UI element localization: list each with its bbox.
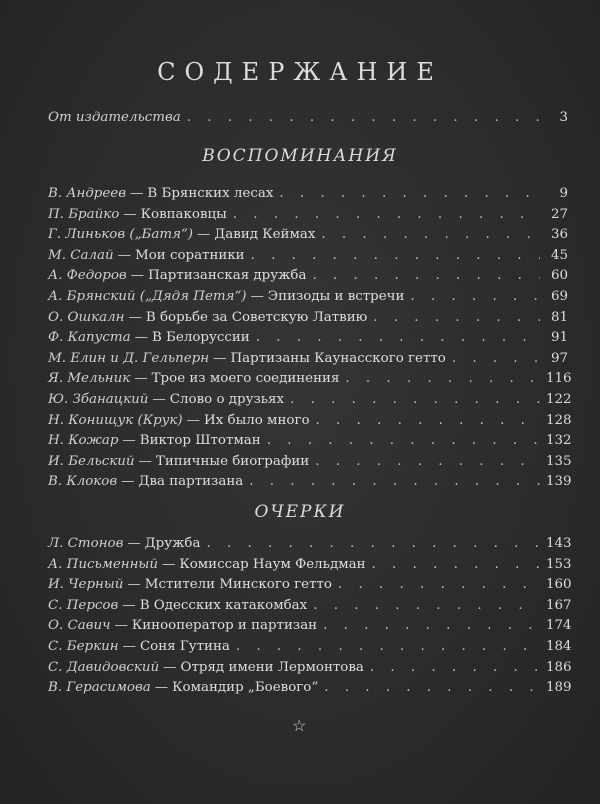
toc-entry	[48, 680, 572, 700]
dot-leader	[373, 310, 540, 325]
toc-entry	[48, 618, 572, 638]
dot-leader	[345, 371, 540, 386]
entry-dash: —	[161, 556, 176, 572]
entry-page: 69	[550, 289, 568, 304]
entry-dash: —	[122, 433, 136, 449]
entry-page: 132	[546, 433, 572, 449]
dot-leader	[187, 110, 540, 125]
dot-leader	[452, 351, 540, 366]
toc-entry	[48, 310, 568, 330]
entry-title: В Одесских катакомбах	[139, 597, 308, 613]
entry-author: В. Клоков	[48, 474, 118, 490]
entry-title: Комиссар Наум Фельдман	[179, 556, 366, 572]
entry-dash: —	[117, 247, 131, 263]
entry-title: Ковпаковцы	[140, 206, 227, 222]
entry-page: 174	[546, 618, 572, 634]
entry-page: 143	[546, 536, 572, 551]
entry-dash: —	[138, 453, 152, 469]
entry-dash: —	[114, 618, 128, 634]
entry-title: В Белоруссии	[151, 330, 250, 346]
toc-entry	[48, 577, 572, 597]
entry-author: Н. Конищук (Крук)	[48, 412, 183, 428]
entry-page: 122	[546, 392, 572, 407]
entry-author: Н. Кожар	[48, 433, 119, 449]
entry-title: Отряд имени Лермонтова	[180, 659, 364, 675]
entry-dash: —	[121, 474, 135, 490]
entry-title: Мстители Минского гетто	[144, 577, 332, 593]
entry-page: 81	[550, 309, 568, 325]
entry-author: А. Письменный	[48, 556, 158, 572]
entry-author: А. Федоров	[48, 268, 127, 284]
entry-page: 184	[546, 639, 572, 654]
entry-title: Давид Кеймах	[214, 227, 316, 243]
entry-author: Л. Стонов	[48, 536, 124, 551]
dot-leader	[206, 536, 540, 551]
dot-leader	[290, 392, 540, 407]
dot-leader	[233, 207, 540, 222]
entry-title: Эпизоды и встречи	[267, 289, 405, 304]
entry-title: Их было много	[204, 412, 310, 428]
entry-page: 60	[550, 268, 568, 284]
toc-entry	[48, 248, 568, 268]
entry-dash: —	[127, 536, 141, 551]
section-heading-memoirs: ВОСПОМИНАНИЯ	[202, 146, 398, 166]
entry-page: 45	[550, 247, 568, 263]
toc-entry	[48, 659, 572, 680]
toc-entry	[48, 597, 572, 618]
entry-dash: —	[250, 289, 264, 304]
toc-entry	[48, 536, 572, 556]
entry-title: Слово о друзьях	[169, 392, 285, 407]
dot-leader	[321, 227, 540, 242]
dot-leader	[372, 557, 540, 572]
dot-leader	[251, 248, 540, 263]
entry-title: От издательства	[48, 110, 181, 125]
entry-page: 9	[559, 186, 568, 201]
toc-entry	[48, 268, 568, 288]
entry-author: Я. Мельник	[48, 371, 131, 387]
dot-leader	[323, 618, 540, 633]
entry-author: С. Давидовский	[48, 659, 160, 675]
entry-author: О. Савич	[48, 618, 111, 634]
entry-title: Дружба	[144, 536, 201, 551]
entry-title: Кинооператор и партизан	[131, 618, 318, 634]
entry-author: В. Герасимова	[48, 680, 151, 696]
star-ornament-icon: ☆	[292, 716, 307, 735]
entry-title: Командир „Боевого“	[172, 680, 319, 696]
entry-author: С. Беркин	[48, 639, 119, 654]
entry-author: Ф. Капуста	[48, 330, 131, 346]
entry-title: Типичные биографии	[155, 453, 310, 469]
toc-entry	[48, 453, 572, 474]
entry-title: Партизанская дружба	[148, 268, 307, 284]
dot-leader	[370, 660, 540, 675]
dot-leader	[312, 268, 540, 283]
toc-entry	[48, 227, 568, 247]
entry-title: В Брянских лесах	[147, 186, 274, 201]
entry-author: О. Ошкалн	[48, 309, 125, 325]
entry-dash: —	[213, 350, 227, 366]
entry-title: Соня Гутина	[139, 639, 230, 654]
entry-title: Мои соратники	[134, 247, 245, 263]
entry-page: 91	[550, 330, 568, 346]
toc-entry	[48, 371, 572, 391]
section-heading-essays: ОЧЕРКИ	[254, 502, 346, 522]
dot-leader	[324, 680, 540, 695]
entry-author: И. Бельский	[48, 453, 135, 469]
toc-entry	[48, 392, 572, 412]
dot-leader	[315, 454, 540, 469]
entry-page: 186	[546, 659, 572, 675]
entry-title: В борьбе за Советскую Латвию	[145, 309, 368, 325]
entry-dash: —	[122, 597, 136, 613]
entry-title: Виктор Штотман	[139, 433, 261, 449]
entry-author: М. Салай	[48, 247, 114, 263]
toc-entry	[48, 412, 572, 433]
entry-dash: —	[130, 186, 144, 201]
dot-leader	[249, 474, 540, 489]
entry-dash: —	[123, 206, 137, 222]
entry-author: В. Андреев	[48, 186, 127, 201]
entry-page: 167	[546, 597, 572, 613]
entry-author: Г. Линьков („Батя“)	[48, 227, 194, 243]
entry-dash: —	[134, 330, 148, 346]
entry-dash: —	[186, 412, 201, 428]
entry-title: Два партизана	[138, 474, 244, 490]
dot-leader	[410, 289, 540, 304]
entry-page: 135	[546, 453, 572, 469]
entry-author: С. Персов	[48, 597, 119, 613]
entry-dash: —	[152, 392, 166, 407]
entry-dash: —	[163, 659, 177, 675]
dot-leader	[338, 577, 540, 592]
entry-page: 139	[546, 474, 572, 490]
entry-dash: —	[134, 371, 148, 387]
toc-entry	[48, 351, 568, 371]
toc-entry-intro	[48, 110, 568, 130]
entry-dash: —	[154, 680, 169, 696]
toc-entry	[48, 289, 568, 309]
entry-page: 153	[546, 556, 572, 572]
entry-page: 116	[546, 371, 572, 387]
dot-leader	[236, 639, 540, 654]
entry-page: 97	[550, 350, 568, 366]
dot-leader	[256, 330, 540, 345]
entry-page: 3	[559, 110, 568, 125]
dot-leader	[316, 413, 540, 428]
page-title: СОДЕРЖАНИЕ	[157, 58, 443, 86]
entry-author: М. Елин и Д. Гельперн	[48, 350, 210, 366]
entry-page: 36	[550, 227, 568, 243]
toc-entry	[48, 186, 568, 206]
entry-page: 27	[550, 206, 568, 222]
toc-entry	[48, 207, 568, 227]
entry-dash: —	[128, 309, 142, 325]
toc-entry	[48, 433, 572, 453]
entry-dash: —	[197, 227, 211, 243]
entry-page: 189	[546, 680, 572, 696]
entry-author: П. Брайко	[48, 206, 120, 222]
entry-author: А. Брянский („Дядя Петя“)	[48, 289, 247, 304]
dot-leader	[267, 433, 540, 448]
entry-author: Ю. Збанацкий	[48, 392, 149, 407]
entry-author: И. Черный	[48, 577, 124, 593]
entry-dash: —	[130, 268, 145, 284]
entry-page: 160	[546, 577, 572, 593]
toc-entry	[48, 474, 572, 494]
entry-page: 128	[546, 412, 572, 428]
toc-entry	[48, 330, 568, 350]
entry-dash: —	[127, 577, 141, 593]
entry-title: Партизаны Каунасского гетто	[230, 350, 446, 366]
dot-leader	[313, 598, 540, 613]
toc-entry	[48, 556, 572, 577]
entry-title: Трое из моего соединения	[151, 371, 340, 387]
entry-dash: —	[122, 639, 136, 654]
toc-entry	[48, 639, 572, 659]
dot-leader	[279, 186, 540, 201]
